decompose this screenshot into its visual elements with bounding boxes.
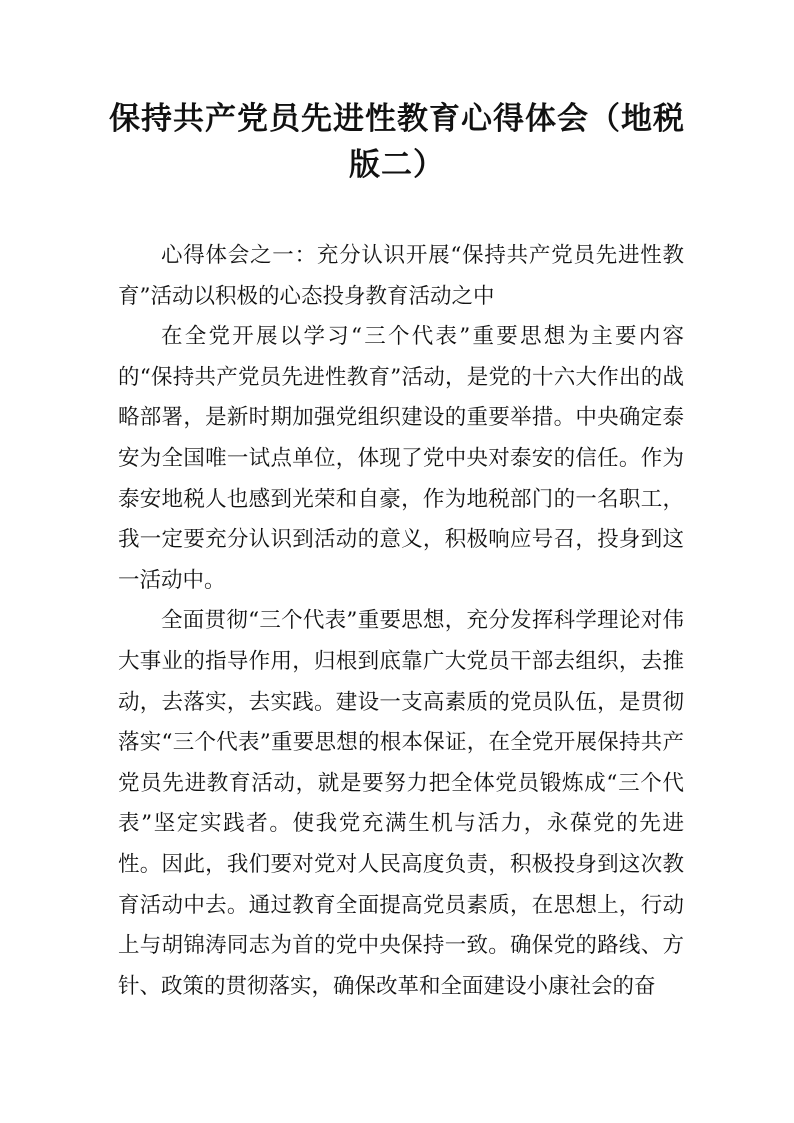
paragraph-section-heading: 心得体会之一：充分认识开展“保持共产党员先进性教育”活动以积极的心态投身教育活动之中 — [118, 243, 684, 309]
paragraph-implementation: 全面贯彻“三个代表”重要思想，充分发挥科学理论对伟大事业的指导作用，归根到底靠广大党员干部去组织，去推动，去落实，去实践。建设一支高素质的党员队伍，是贯彻落实“三个代表”重要思想的根本保证，在全党开展保持共产党员先进教育活动，就是要努力把全体党员锻炼成“三个代表”坚定实践者。使我党充满生机与活力，永葆党的先进性。因此，我们要对党对人民高度负责，积极投身到这次教育活动中去。通过教育全面提高党员素质，在思想上，行动上与胡锦涛同志为首的党中央保持一致。确保党的路线、方针、政策的贯彻落实，确保改革和全面建设小康社会的奋 — [118, 608, 684, 999]
document-body — [118, 236, 684, 1007]
paragraph-significance: 在全党开展以学习“三个代表”重要思想为主要内容的“保持共产党员先进性教育”活动，是党的十六大作出的战略部署，是新时期加强党组织建设的重要举措。中央确定泰安为全国唯一试点单位，体现了党中央对泰安的信任。作为泰安地税人也感到光荣和自豪，作为地税部门的一名职工，我一定要充分认识到活动的意义，积极响应号召，投身到这一活动中。 — [118, 324, 684, 593]
document-title: 保持共产党员先进性教育心得体会（地税版二） — [109, 101, 685, 183]
